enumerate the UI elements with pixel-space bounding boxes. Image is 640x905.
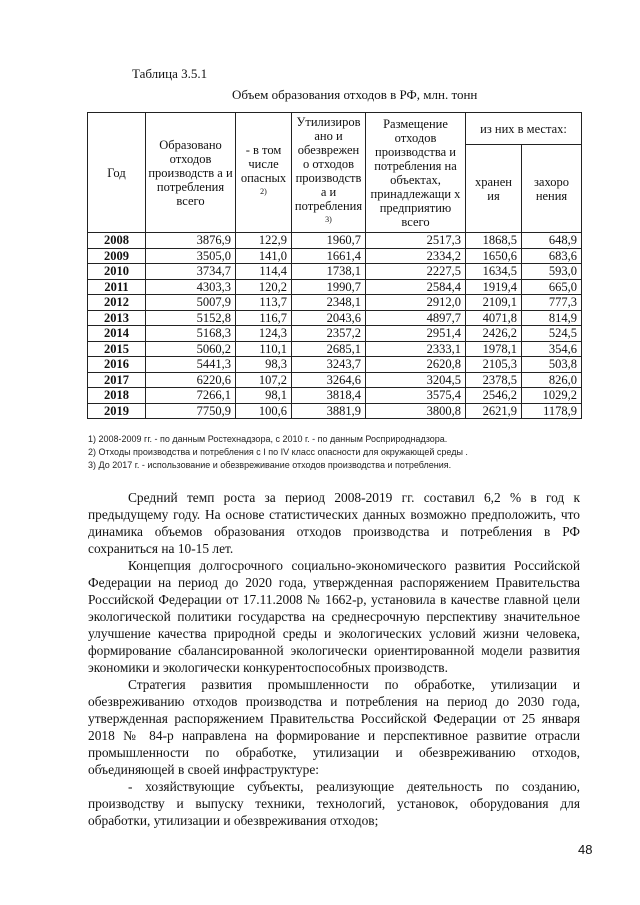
cell-storage: 2426,2: [466, 326, 522, 342]
cell-hazardous: 107,2: [236, 372, 292, 388]
cell-hazardous: 98,1: [236, 388, 292, 404]
paragraph-strategy-2030: Стратегия развития промышленности по обработке, утилизации и обезвреживанию отходов производства и потребления на период до 2030 года, утвержденная распоряжением Правительства Российской Федерации от 25 января 2018 № 84-р направлена на формирование и перспективное развитие отрасли промышленности по обработке, утилизации и обезвреживанию отходов, объединяющей в своей инфраструктуре:: [88, 677, 580, 777]
cell-hazardous: 98,3: [236, 357, 292, 373]
cell-utilized: 2357,2: [292, 326, 366, 342]
cell-utilized: 3881,9: [292, 403, 366, 419]
cell-year: 2016: [88, 357, 146, 373]
header-hazardous: [236, 113, 292, 233]
header-hazardous-note: 2): [260, 187, 267, 196]
cell-placed: 2227,5: [366, 264, 466, 280]
table-row: [88, 326, 582, 342]
paragraph-growth-rate: Средний темп роста за период 2008-2019 гг. составил 6,2 % в год к предыдущему году. На основе статистических данных возможно предположить, что динамика объемов образования отходов производства и потребления в РФ сохраниться на 10-15 лет.: [88, 490, 580, 556]
cell-hazardous: 116,7: [236, 310, 292, 326]
cell-hazardous: 100,6: [236, 403, 292, 419]
cell-generated: 3876,9: [146, 233, 236, 249]
cell-utilized: 3264,6: [292, 372, 366, 388]
table-row: [88, 310, 582, 326]
footnote-1: 1) 2008-2009 гг. - по данным Ростехнадзора, с 2010 г. - по данным Росприроднадзора.: [88, 434, 448, 444]
cell-year: 2010: [88, 264, 146, 280]
cell-storage: 1634,5: [466, 264, 522, 280]
cell-generated: 5007,9: [146, 295, 236, 311]
cell-utilized: 1990,7: [292, 279, 366, 295]
table-row: [88, 248, 582, 264]
cell-storage: 2546,2: [466, 388, 522, 404]
cell-burial: 814,9: [522, 310, 582, 326]
table-row: [88, 233, 582, 249]
cell-year: 2009: [88, 248, 146, 264]
paragraph-concept-2020: Концепция долгосрочного социально-экономического развития Российской Федерации на период до 2020 года, утвержденная распоряжением Правительства Российской Федерации от 17.11.2008 № 1662-р, установила в качестве главной цели экологической политики государства на среднесрочную перспективу значительное улучшение качества природной среды и экологических условий жизни человека, формирование сбалансированной экологически ориентированной модели развития экономики и экологически конкурентоспособных производств.: [88, 558, 580, 675]
cell-year: 2012: [88, 295, 146, 311]
cell-utilized: 3818,4: [292, 388, 366, 404]
paragraph-list-item: - хозяйствующие субъекты, реализующие деятельность по созданию, производству и выпуску техники, технологий, установок, оборудования для обработки, утилизации и обезвреживания отходов;: [88, 779, 580, 828]
header-generated: Образовано отходов производств а и потребления всего: [146, 113, 236, 233]
cell-year: 2019: [88, 403, 146, 419]
cell-placed: 4897,7: [366, 310, 466, 326]
cell-generated: 7750,9: [146, 403, 236, 419]
cell-storage: 1868,5: [466, 233, 522, 249]
table-title: Объем образования отходов в РФ, млн. тонн: [232, 87, 478, 102]
cell-storage: 2378,5: [466, 372, 522, 388]
header-year: Год: [88, 113, 146, 233]
cell-utilized: 2043,6: [292, 310, 366, 326]
footnote-3: 3) До 2017 г. - использование и обезвреживание отходов производства и потребления.: [88, 460, 452, 470]
cell-hazardous: 110,1: [236, 341, 292, 357]
cell-generated: 4303,3: [146, 279, 236, 295]
cell-storage: 1650,6: [466, 248, 522, 264]
cell-placed: 2620,8: [366, 357, 466, 373]
cell-burial: 524,5: [522, 326, 582, 342]
cell-generated: 5168,3: [146, 326, 236, 342]
table-row: [88, 279, 582, 295]
cell-utilized: 2685,1: [292, 341, 366, 357]
table-row: [88, 403, 582, 419]
cell-hazardous: 122,9: [236, 233, 292, 249]
cell-burial: 1178,9: [522, 403, 582, 419]
cell-utilized: 1960,7: [292, 233, 366, 249]
table-row: [88, 264, 582, 280]
cell-storage: 2109,1: [466, 295, 522, 311]
cell-generated: 7266,1: [146, 388, 236, 404]
cell-burial: 665,0: [522, 279, 582, 295]
cell-year: 2018: [88, 388, 146, 404]
cell-generated: 5060,2: [146, 341, 236, 357]
cell-hazardous: 114,4: [236, 264, 292, 280]
cell-placed: 2912,0: [366, 295, 466, 311]
cell-storage: 4071,8: [466, 310, 522, 326]
table-row: [88, 357, 582, 373]
cell-hazardous: 124,3: [236, 326, 292, 342]
header-places-group: из них в местах:: [466, 113, 582, 145]
cell-storage: 1919,4: [466, 279, 522, 295]
cell-placed: 2517,3: [366, 233, 466, 249]
cell-placed: 2333,1: [366, 341, 466, 357]
header-hazardous-label: - в том числе опасных: [240, 143, 287, 185]
cell-burial: 648,9: [522, 233, 582, 249]
header-storage: хранен ия: [466, 145, 522, 233]
cell-generated: 3734,7: [146, 264, 236, 280]
body-text: [88, 489, 580, 829]
cell-placed: 2951,4: [366, 326, 466, 342]
header-utilized-label: Утилизиров ано и обезврежен о отходов производств а и потребления: [294, 115, 363, 213]
table-row: [88, 372, 582, 388]
cell-burial: 826,0: [522, 372, 582, 388]
cell-year: 2008: [88, 233, 146, 249]
cell-utilized: 1661,4: [292, 248, 366, 264]
cell-placed: 3204,5: [366, 372, 466, 388]
cell-generated: 6220,6: [146, 372, 236, 388]
cell-burial: 503,8: [522, 357, 582, 373]
header-burial: захоро нения: [522, 145, 582, 233]
cell-hazardous: 113,7: [236, 295, 292, 311]
table-row: [88, 295, 582, 311]
cell-year: 2015: [88, 341, 146, 357]
cell-burial: 354,6: [522, 341, 582, 357]
table-row: [88, 388, 582, 404]
cell-placed: 3800,8: [366, 403, 466, 419]
cell-burial: 683,6: [522, 248, 582, 264]
waste-table: [87, 112, 582, 419]
cell-storage: 2105,3: [466, 357, 522, 373]
cell-generated: 5152,8: [146, 310, 236, 326]
cell-storage: 2621,9: [466, 403, 522, 419]
header-utilized-note: 3): [325, 215, 332, 224]
cell-year: 2013: [88, 310, 146, 326]
cell-utilized: 2348,1: [292, 295, 366, 311]
cell-year: 2014: [88, 326, 146, 342]
header-utilized: [292, 113, 366, 233]
cell-generated: 5441,3: [146, 357, 236, 373]
cell-burial: 1029,2: [522, 388, 582, 404]
cell-placed: 2334,2: [366, 248, 466, 264]
cell-generated: 3505,0: [146, 248, 236, 264]
cell-placed: 3575,4: [366, 388, 466, 404]
cell-burial: 777,3: [522, 295, 582, 311]
table-row: [88, 341, 582, 357]
cell-utilized: 1738,1: [292, 264, 366, 280]
table-caption: Таблица 3.5.1: [132, 66, 208, 81]
header-placed: Размещение отходов производства и потребления на объектах, принадлежащи х предприятию всего: [366, 113, 466, 233]
cell-hazardous: 120,2: [236, 279, 292, 295]
cell-year: 2017: [88, 372, 146, 388]
cell-hazardous: 141,0: [236, 248, 292, 264]
table-footnotes: [88, 433, 588, 472]
cell-year: 2011: [88, 279, 146, 295]
footnote-2: 2) Отходы производства и потребления с I по IV класс опасности для окружающей среды .: [88, 447, 468, 457]
cell-burial: 593,0: [522, 264, 582, 280]
cell-placed: 2584,4: [366, 279, 466, 295]
cell-storage: 1978,1: [466, 341, 522, 357]
cell-utilized: 3243,7: [292, 357, 366, 373]
page-number: 48: [578, 842, 593, 857]
